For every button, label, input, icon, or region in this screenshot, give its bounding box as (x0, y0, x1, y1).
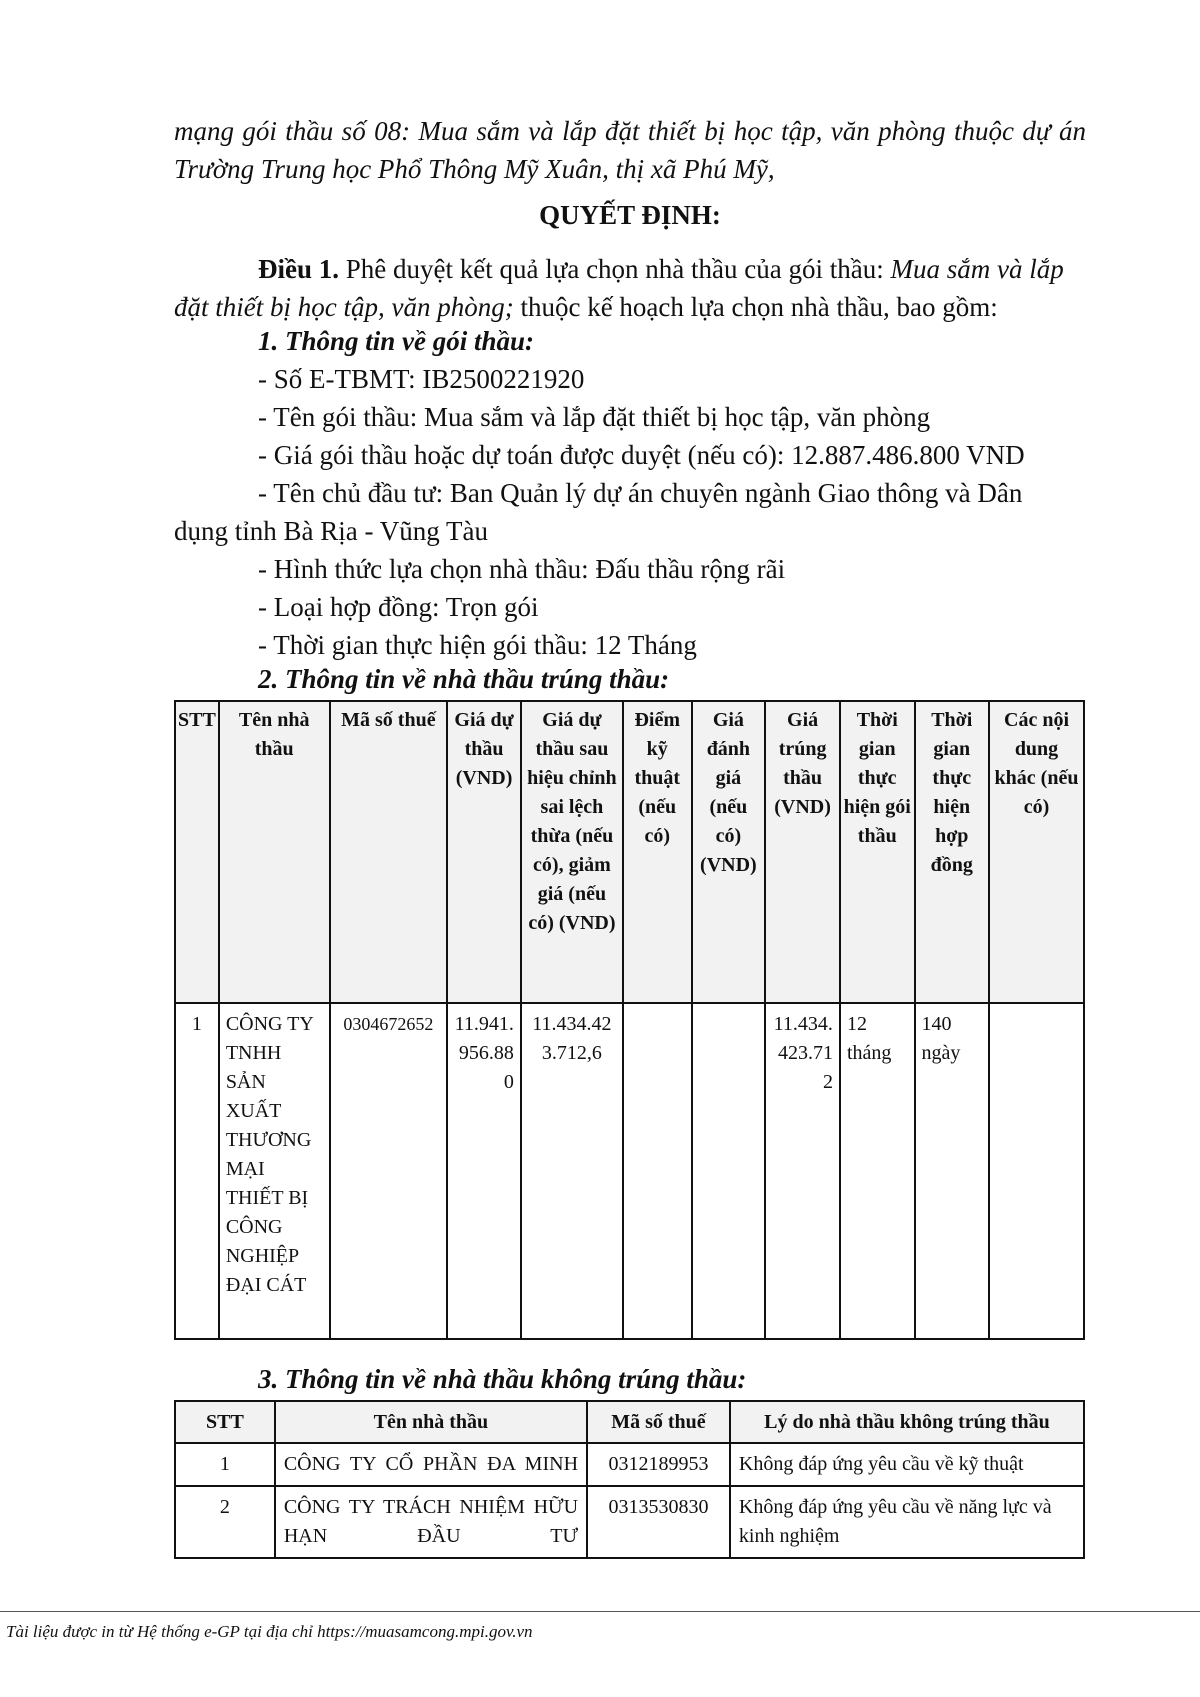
cell-adjusted-price: 11.434.423.712,6 (521, 1003, 623, 1339)
header-cell: Thời gian thực hiện gói thầu (840, 701, 915, 1003)
info-line: - Loại hợp đồng: Trọn gói (258, 592, 539, 622)
cell-contract-duration: 140 ngày (915, 1003, 989, 1339)
info-line: - Số E-TBMT: IB2500221920 (258, 364, 585, 394)
table-header-row (175, 701, 1084, 1003)
table-header-row (175, 1401, 1084, 1443)
header-cell: Tên nhà thầu (219, 701, 330, 1003)
cell-tax-code: 0304672652 (330, 1003, 448, 1339)
article-1-paragraph (174, 250, 1086, 326)
header-cell: Thời gian thực hiện hợp đồng (915, 701, 989, 1003)
header-cell: Điểm kỹ thuật (nếu có) (623, 701, 692, 1003)
info-line: - Hình thức lựa chọn nhà thầu: Đấu thầu rộng rãi (258, 554, 786, 584)
cell-bidder-name: CÔNG TY TNHH SẢN XUẤT THƯƠNG MẠI THIẾT BỊ CÔNG NGHIỆP ĐẠI CÁT (219, 1003, 330, 1339)
header-cell: Tên nhà thầu (275, 1401, 587, 1443)
footer-note: Tài liệu được in từ Hệ thống e-GP tại địa chỉ https://muasamcong.mpi.gov.vn (6, 1622, 533, 1641)
cell-tech-score (623, 1003, 692, 1339)
intro-paragraph: mạng gói thầu số 08: Mua sắm và lắp đặt thiết bị học tập, văn phòng thuộc dự án Trường Trung học Phổ Thông Mỹ Xuân, thị xã Phú Mỹ, (174, 116, 1086, 184)
cell-reason: Không đáp ứng yêu cầu về năng lực và kinh nghiệm (730, 1486, 1084, 1558)
article-1-package-name: Mua sắm và lắp đặt thiết bị học tập, văn phòng; (174, 254, 1064, 322)
table-row (175, 1486, 1084, 1558)
header-cell: Lý do nhà thầu không trúng thầu (730, 1401, 1084, 1443)
decision-heading: QUYẾT ĐỊNH: (539, 200, 721, 230)
article-1-label: Điều 1. (258, 254, 339, 284)
cell-stt: 1 (175, 1443, 275, 1486)
header-cell: Mã số thuế (587, 1401, 730, 1443)
section-3-title: 3. Thông tin về nhà thầu không trúng thầu: (258, 1364, 747, 1394)
header-cell: Giá trúng thầu (VND) (765, 701, 840, 1003)
section-2-title: 2. Thông tin về nhà thầu trúng thầu: (258, 664, 670, 694)
info-line: - Tên chủ đầu tư: Ban Quản lý dự án chuyên ngành Giao thông và Dân (258, 478, 1023, 508)
header-cell: STT (175, 1401, 275, 1443)
header-cell: STT (175, 701, 219, 1003)
header-cell: Các nội dung khác (nếu có) (989, 701, 1084, 1003)
info-line: - Thời gian thực hiện gói thầu: 12 Tháng (258, 630, 697, 660)
losing-bidder-table (174, 1400, 1085, 1559)
cell-package-duration: 12 tháng (840, 1003, 915, 1339)
article-1-text-a: Phê duyệt kết quả lựa chọn nhà thầu của gói thầu: (339, 254, 891, 284)
header-cell: Giá dự thầu (VND) (447, 701, 521, 1003)
table-row (175, 1443, 1084, 1486)
cell-tax-code: 0312189953 (587, 1443, 730, 1486)
cell-eval-price (692, 1003, 766, 1339)
cell-stt: 1 (175, 1003, 219, 1339)
section-1-title: 1. Thông tin về gói thầu: (258, 326, 535, 356)
footer-divider (0, 1611, 1200, 1612)
cell-bidder-name: CÔNG TY TRÁCH NHIỆM HỮU HẠN ĐẦU TƯ (275, 1486, 587, 1558)
cell-bid-price: 11.941.956.880 (447, 1003, 521, 1339)
info-line: - Tên gói thầu: Mua sắm và lắp đặt thiết bị học tập, văn phòng (258, 402, 931, 432)
winning-bidder-table (174, 700, 1085, 1340)
table-row (175, 1003, 1084, 1339)
article-1-text-b: thuộc kế hoạch lựa chọn nhà thầu, bao gồm: (513, 292, 998, 322)
cell-stt: 2 (175, 1486, 275, 1558)
cell-reason: Không đáp ứng yêu cầu về kỹ thuật (730, 1443, 1084, 1486)
cell-tax-code: 0313530830 (587, 1486, 730, 1558)
header-cell: Mã số thuế (330, 701, 448, 1003)
info-line: dụng tỉnh Bà Rịa - Vũng Tàu (174, 516, 488, 546)
cell-bidder-name: CÔNG TY CỔ PHẦN ĐA MINH (275, 1443, 587, 1486)
info-line: - Giá gói thầu hoặc dự toán được duyệt (nếu có): 12.887.486.800 VND (258, 440, 1025, 470)
header-cell: Giá đánh giá (nếu có) (VND) (692, 701, 766, 1003)
header-cell: Giá dự thầu sau hiệu chỉnh sai lệch thừa (nếu có), giảm giá (nếu có) (VND) (521, 701, 623, 1003)
cell-winning-price: 11.434.423.712 (765, 1003, 840, 1339)
cell-other (989, 1003, 1084, 1339)
